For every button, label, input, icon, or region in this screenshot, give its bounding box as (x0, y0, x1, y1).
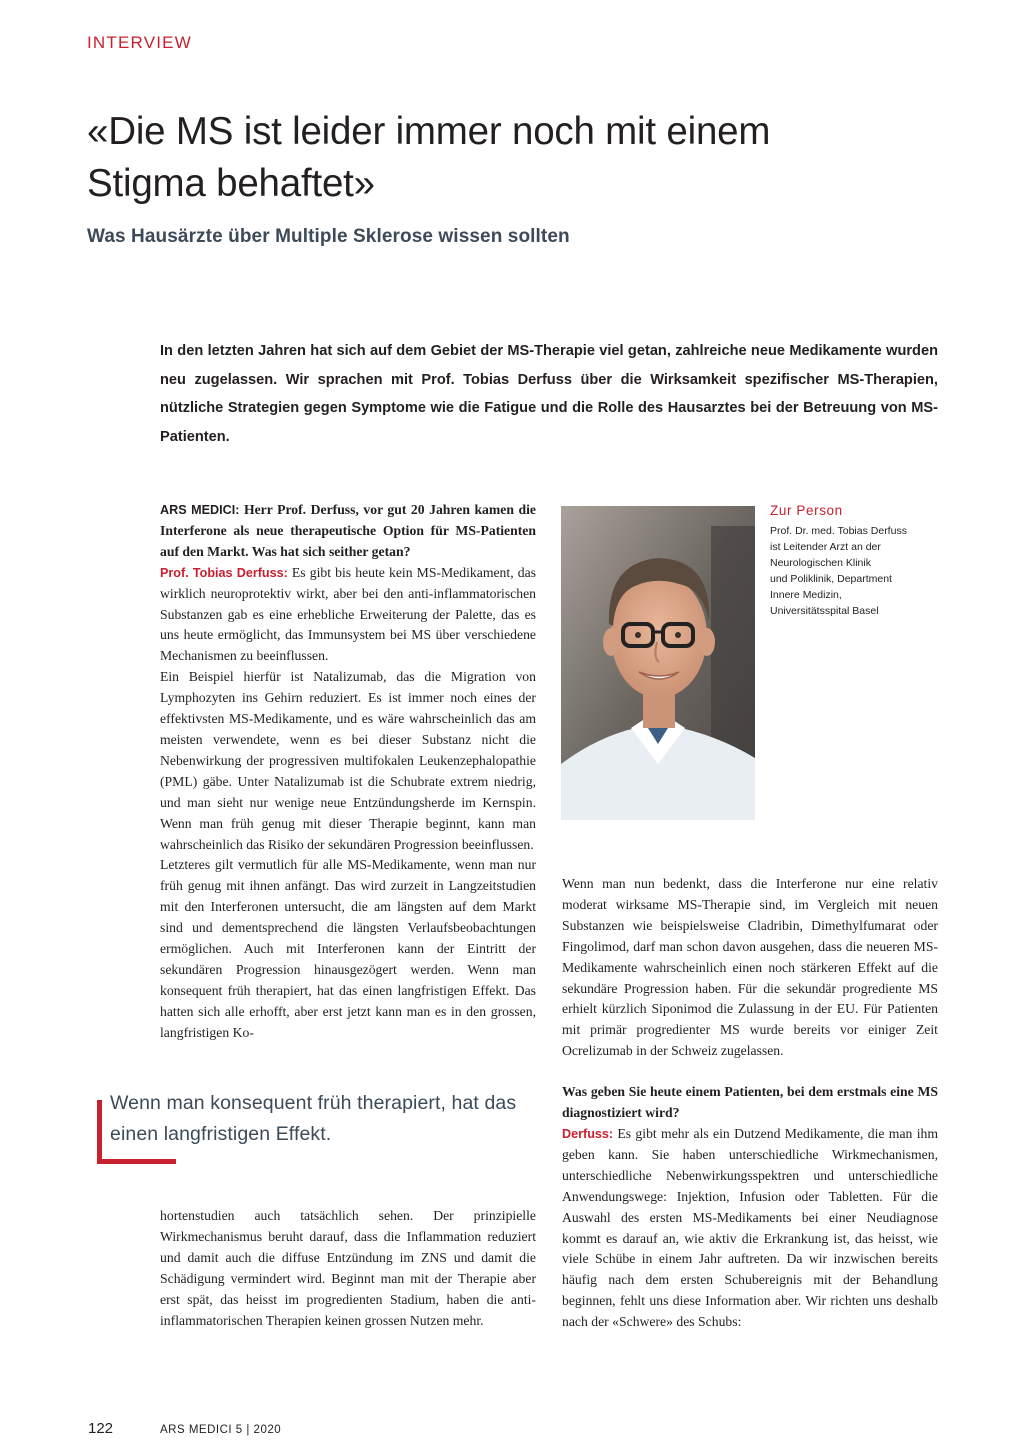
portrait-image (561, 506, 755, 820)
interviewee-label: Derfuss: (562, 1126, 614, 1141)
interviewee-label: Prof. Tobias Derfuss: (160, 565, 288, 580)
pull-quote: Wenn man konsequent früh therapiert, hat das einen langfristigen Effekt. (110, 1092, 517, 1145)
page-number: 122 (88, 1420, 114, 1437)
pull-quote-bracket (97, 1100, 102, 1164)
person-line: ist Leitender Arzt an der (770, 541, 881, 553)
text-column-3 (562, 874, 938, 1333)
question-1-text: Herr Prof. Derfuss, vor gut 20 Jahren kamen die Interferone als neue therapeutische Option für MS-Patienten auf den Markt. Was hat sich seither getan? (160, 502, 536, 559)
interviewer-label: ARS MEDICI: (160, 503, 240, 517)
section-label: INTERVIEW (87, 33, 192, 52)
person-line: Innere Medizin, (770, 589, 842, 601)
text-column-1 (160, 500, 536, 1044)
person-line: Prof. Dr. med. Tobias Derfuss (770, 525, 907, 537)
article-lead: In den letzten Jahren hat sich auf dem Gebiet der MS-Therapie viel getan, zahlreiche neue Medikamente wurden neu zugelassen. Wir sprachen mit Prof. Tobias Derfuss über die Wirksamkeit spezifischer MS-Therapien, nützliche Strategien gegen Symptome wie die Fatigue und die Rolle des Hausarztes bei der Betreuung von MS-Patienten. (160, 343, 938, 445)
answer-1-text: Es gibt bis heute kein MS-Medikament, das wirklich neuroprotektiv wirkt, aber bei den anti-inflammatorischen Substanzen gab es eine erhebliche Erweiterung der Palette, das es uns heute ermöglicht, das Immunsystem bei MS über verschiedene Mechanismen zu beeinflussen. (160, 564, 536, 664)
answer-1 (160, 563, 536, 668)
person-heading: Zur Person (770, 503, 843, 518)
article-subtitle: Was Hausärzte über Multiple Sklerose wissen sollten (87, 226, 570, 247)
person-line: und Poliklinik, Department (770, 573, 892, 585)
portrait-photo (561, 506, 755, 820)
journal-footer: ARS MEDICI 5 | 2020 (160, 1424, 282, 1436)
question-2: Was geben Sie heute einem Patienten, bei dem erstmals eine MS diagnostiziert wird? (562, 1084, 938, 1121)
text-column-2 (160, 1206, 536, 1331)
question-1 (160, 500, 536, 563)
person-line: Neurologischen Klinik (770, 557, 871, 569)
pull-quote-bracket (97, 1159, 176, 1164)
answer-2-text: Es gibt mehr als ein Dutzend Medikamente, die man ihm geben kann. Sie haben unterschiedliche Wirkmechanismen, unterschiedliche Nebenwirkungsspektren und unterschiedliche Anwendungswege: Injektion, Infusion oder Tabletten. Für die Auswahl des ersten MS-Medikaments bei einer Neudiagnose kommt es darauf an, wie aktiv die Erkrankung ist, das heisst, wie viele Schübe in einem Jahr auftreten. Da wir inzwischen bereits häufig nach dem ersten Schubereignis mit der Behandlung beginnen, fehlt uns diese Information aber. Wir richten uns deshalb nach der «Schwere» des Schubs: (562, 1125, 938, 1330)
paragraph: Ein Beispiel hierfür ist Natalizumab, das die Migration von Lymphozyten ins Gehirn reduziert. Es ist immer noch eines der effektivsten MS-Medikamente, und es wäre wahrscheinlich das am meisten verwendete, wenn es bei dieser Substanz nicht die Nebenwirkung der progressiven multifokalen Leukenzephalopathie (PML) gäbe. Unter Natalizumab ist die Schubrate extrem niedrig, und man sieht nur wenige neue Entzündungsherde im Kernspin. Wenn man früh genug mit dieser Therapie beginnt, kann man wahrscheinlich das Risiko der sekundären Progression beeinflussen. (160, 669, 536, 852)
paragraph: Letzteres gilt vermutlich für alle MS-Medikamente, wenn man nur früh genug mit ihnen anfängt. Das wird zurzeit in Langzeitstudien mit den Interferonen untersucht, die am längsten auf dem Markt sind und dementsprechend die längsten Verlaufsbeobachtungen ermöglichen. Auch mit Interferonen kann der Eintritt der sekundären Progression hinausgezögert werden. Wenn man konsequent früh therapiert, hat das einen langfristigen Effekt. Das hatten sich alle erhofft, aber erst jetzt kann man es in den grossen, langfristigen Ko- (160, 857, 536, 1040)
article-title: «Die MS ist leider immer noch mit einem Stigma behaftet» (87, 110, 771, 205)
person-line: Universitätsspital Basel (770, 605, 879, 617)
paragraph: hortenstudien auch tatsächlich sehen. Der prinzipielle Wirkmechanismus beruht darauf, dass die Inflammation reduziert und damit auch die diffuse Entzündung im ZNS und damit die Schädigung vermindert wird. Beginnt man mit der Therapie aber erst spät, das heisst im progredienten Stadium, haben die anti-inflammatorischen Therapien keinen grossen Nutzen mehr. (160, 1208, 536, 1328)
person-box (770, 503, 940, 619)
answer-2 (562, 1124, 938, 1333)
paragraph: Wenn man nun bedenkt, dass die Interferone nur eine relativ moderat wirksame MS-Therapie sind, im Vergleich mit neuen Substanzen wie beispielsweise Cladribin, Dimethylfumarat oder Fingolimod, darf man schon davon ausgehen, dass die neueren MS-Medikamente wahrscheinlich einen noch stärkeren Effekt auf die sekundäre Progression haben. Für die sekundär progrediente MS erhielt kürzlich Siponimod die Zulassung in der EU. Für Patienten mit primär progredienter MS wurde bereits vor einiger Zeit Ocrelizumab in der Schweiz zugelassen. (562, 876, 938, 1059)
